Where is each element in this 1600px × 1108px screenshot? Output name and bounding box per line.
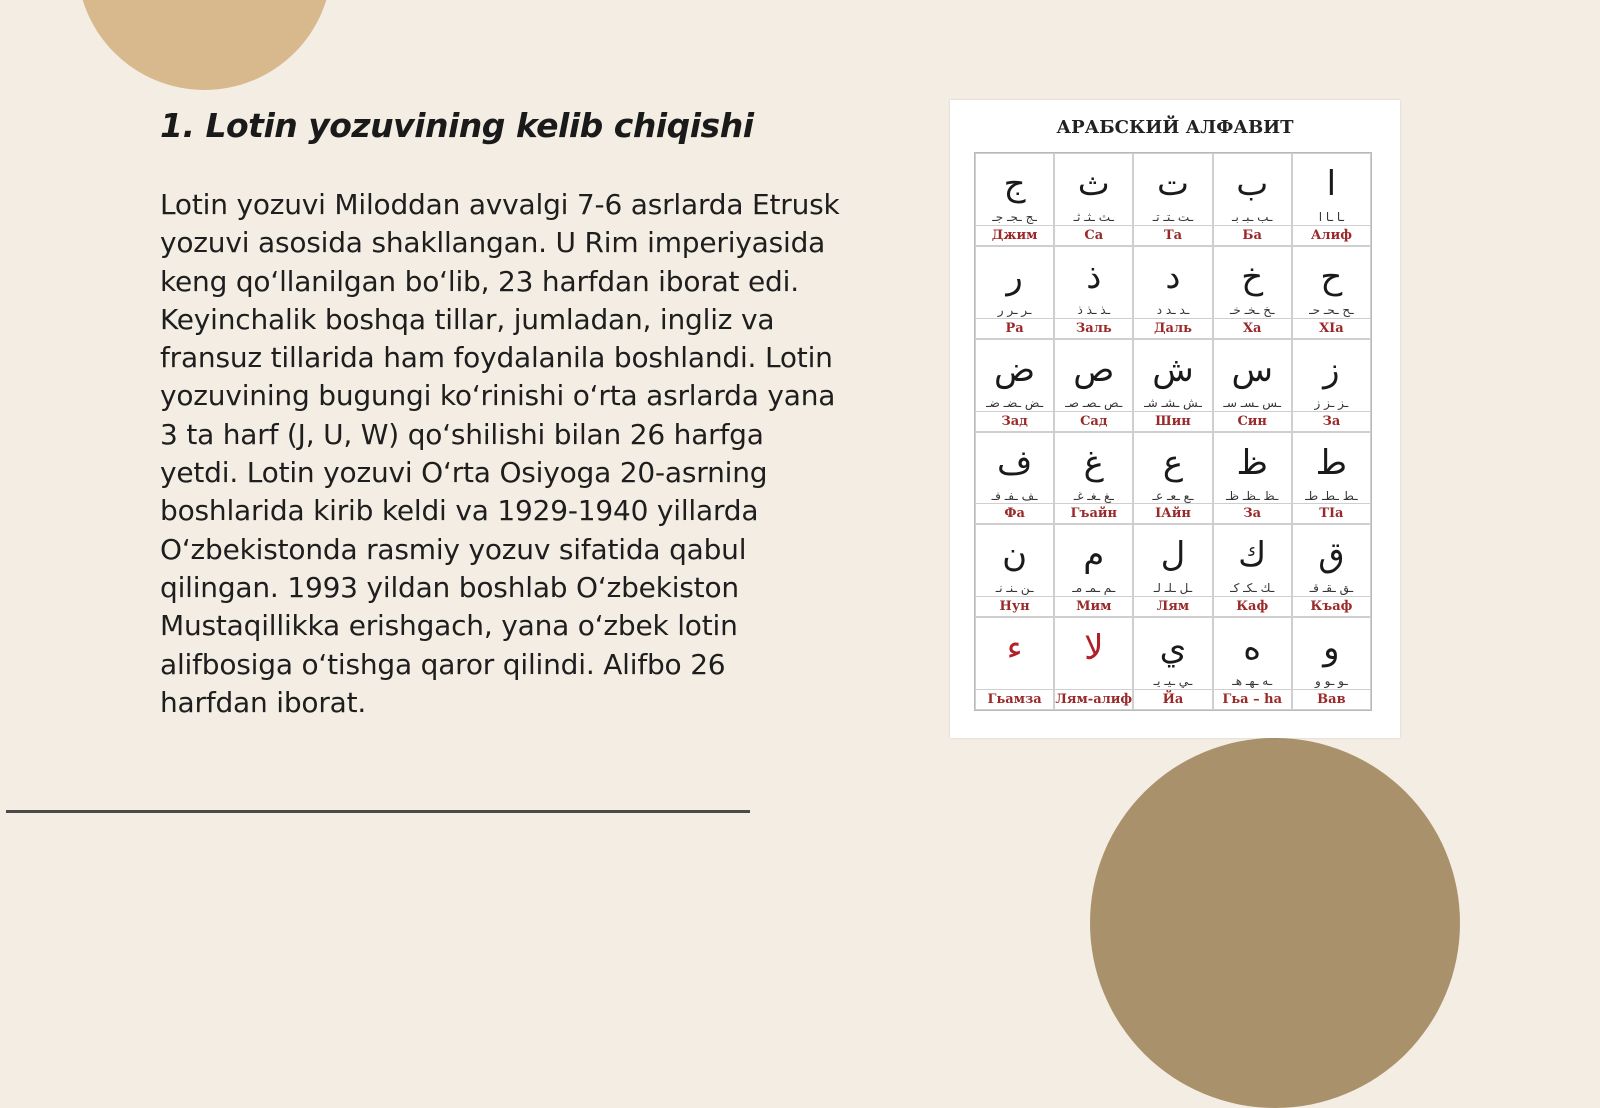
letter-glyph: ق <box>1318 535 1345 576</box>
letter-cell <box>1213 432 1292 525</box>
letter-forms: ـت ـتـ تـ <box>1152 210 1194 224</box>
letter-name: Джим <box>976 225 1053 245</box>
letter-glyph: ت <box>1156 164 1189 204</box>
letter-forms: ـذ ـذ ذ <box>1077 302 1111 317</box>
letter-glyph: ف <box>996 442 1033 483</box>
letter-forms: ـف ـفـ فـ <box>991 488 1038 503</box>
letter-name: Шин <box>1134 411 1211 431</box>
letter-name: Гьамза <box>976 689 1053 709</box>
letter-forms: ـح ـحـ حـ <box>1309 302 1354 317</box>
letter-forms: ـس ـسـ سـ <box>1223 395 1282 410</box>
slide-title: 1. Lotin yozuvining kelib chiqishi <box>160 106 754 145</box>
letter-forms: ـو ـو و <box>1314 674 1348 689</box>
letter-glyph: ن <box>1002 535 1028 576</box>
letter-glyph: ر <box>1006 256 1023 297</box>
letter-name: Даль <box>1134 318 1211 338</box>
letter-name: Фа <box>976 503 1053 523</box>
letter-glyph: ح <box>1320 256 1343 297</box>
letter-cell <box>1054 617 1133 710</box>
letter-forms: ـي ـيـ يـ <box>1153 674 1193 689</box>
slide-body-text: Lotin yozuvi Miloddan avvalgi 7-6 asrlarda Etrusk yozuvi asosida shakllangan. U Rim imperiyasida keng qo‘llanilgan bo‘lib, 23 harfdan iborat edi. Keyinchalik boshqa tillar, jumladan, ingliz va fransuz tillarida ham foydalanila boshlandi. Lotin yozuvining bugungi ko‘rinishi o‘rta asrlarda yana 3 ta harf (J, U, W) qo‘shilishi bilan 26 harfga yetdi. Lotin yozuvi O‘rta Osiyoga 20-asrning boshlarida kirib keldi va 1929-1940 yillarda O‘zbekistonda rasmiy yozuv sifatida qabul qilingan. 1993 yildan boshlab O‘zbekiston Mustaqillikka erishgach, yana o‘zbek lotin alifbosiga o‘tishga qaror qilindi. Alifbo 26 harfdan iborat. <box>160 188 840 719</box>
letter-name: Лям <box>1134 596 1211 616</box>
letter-forms: ـك ـكـ كـ <box>1230 581 1275 596</box>
letter-forms: ـه ـهـ هـ <box>1232 674 1273 689</box>
letter-name: Гъайн <box>1055 503 1132 523</box>
letter-cell <box>1054 432 1133 525</box>
letter-cell <box>975 524 1054 617</box>
letter-forms: ـط ـطـ طـ <box>1305 488 1358 503</box>
letter-name: За <box>1293 411 1370 431</box>
letter-glyph: ص <box>1073 349 1115 390</box>
letter-glyph: ط <box>1315 442 1348 483</box>
letter-forms: ـص ـصـ صـ <box>1065 395 1123 410</box>
letter-glyph: خ <box>1241 256 1264 297</box>
letter-glyph: د <box>1165 256 1181 297</box>
letter-name: Йа <box>1134 689 1211 709</box>
letter-cell <box>975 617 1054 710</box>
letter-glyph: ظ <box>1236 442 1268 483</box>
letter-name: ТIа <box>1293 503 1370 523</box>
arabic-alphabet-image <box>950 100 1400 738</box>
decorative-circle-top <box>77 0 332 90</box>
letter-forms: ـش ـشـ شـ <box>1144 395 1202 410</box>
letter-forms: ـل ـلـ لـ <box>1153 581 1193 596</box>
letter-glyph: ي <box>1159 628 1187 669</box>
letter-glyph: ض <box>994 349 1036 390</box>
letter-name: Заль <box>1055 318 1132 338</box>
letter-cell <box>1133 153 1212 246</box>
letter-cell <box>1133 246 1212 339</box>
letter-cell <box>1133 617 1212 710</box>
letter-name: Ра <box>976 318 1053 338</box>
letter-glyph: ج <box>1003 164 1026 204</box>
letter-name: Сад <box>1055 411 1132 431</box>
letter-forms: ـب ـبـ بـ <box>1231 210 1273 224</box>
letter-cell <box>1133 432 1212 525</box>
letter-forms: ـد ـد د <box>1156 302 1190 317</box>
letter-name: Мим <box>1055 596 1132 616</box>
letter-name: Гьа – hа <box>1214 689 1291 709</box>
letter-cell <box>975 339 1054 432</box>
letter-forms: ـظ ـظـ ظـ <box>1225 488 1279 503</box>
letter-forms: ـض ـضـ ضـ <box>986 395 1044 410</box>
letter-cell <box>1054 246 1133 339</box>
letter-name: IАйн <box>1134 503 1211 523</box>
letter-forms: ـن ـنـ نـ <box>995 581 1034 596</box>
letter-glyph: ع <box>1162 442 1184 483</box>
letter-name: За <box>1214 503 1291 523</box>
letter-forms: ـر ـر ر <box>997 302 1032 317</box>
letter-name: ХIа <box>1293 318 1370 338</box>
letter-forms: ـث ـثـ ثـ <box>1073 210 1114 224</box>
letter-cell <box>1133 524 1212 617</box>
letter-cell <box>1292 432 1371 525</box>
letter-cell <box>1054 524 1133 617</box>
letter-cell <box>1213 617 1292 710</box>
letter-glyph: ث <box>1077 164 1110 204</box>
letter-forms: ـج ـجـ جـ <box>992 210 1037 224</box>
letter-forms: ـق ـقـ قـ <box>1309 581 1354 596</box>
letter-name: Ха <box>1214 318 1291 338</box>
letter-glyph: لا <box>1084 628 1104 669</box>
letter-glyph: م <box>1083 535 1105 576</box>
letter-cell <box>1213 339 1292 432</box>
letter-cell <box>975 432 1054 525</box>
letter-cell <box>1292 153 1371 246</box>
letter-name: Син <box>1214 411 1291 431</box>
letter-name: Зад <box>976 411 1053 431</box>
poster-title: АРАБСКИЙ АЛФАВИТ <box>1056 117 1294 138</box>
letter-name: Къаф <box>1293 596 1370 616</box>
letter-glyph: ك <box>1238 535 1267 576</box>
letter-cell <box>1213 153 1292 246</box>
alphabet-grid <box>974 152 1372 711</box>
letter-cell <box>1054 339 1133 432</box>
letter-glyph: غ <box>1083 442 1104 483</box>
letter-cell <box>1054 153 1133 246</box>
letter-glyph: ذ <box>1086 256 1102 297</box>
letter-cell <box>975 246 1054 339</box>
letter-cell <box>1292 617 1371 710</box>
letter-forms: ـا ـا ا <box>1318 210 1345 224</box>
letter-glyph: س <box>1231 349 1273 390</box>
letter-glyph: ز <box>1323 349 1340 390</box>
letter-glyph: و <box>1323 628 1340 669</box>
letter-glyph: ل <box>1160 535 1186 576</box>
divider-line <box>6 810 750 813</box>
letter-forms: ـخ ـخـ خـ <box>1229 302 1275 317</box>
letter-cell <box>1213 524 1292 617</box>
letter-glyph: ء <box>1006 628 1023 669</box>
letter-forms: ـغ ـغـ غـ <box>1073 488 1114 503</box>
letter-cell <box>1292 246 1371 339</box>
decorative-circle-bottom <box>1090 738 1460 1108</box>
letter-name: Са <box>1055 225 1132 245</box>
letter-name: Нун <box>976 596 1053 616</box>
letter-glyph: ش <box>1152 349 1194 390</box>
letter-name: Та <box>1134 225 1211 245</box>
letter-name: Алиф <box>1293 225 1370 245</box>
letter-cell <box>975 153 1054 246</box>
letter-forms: ـع ـعـ عـ <box>1152 488 1194 503</box>
letter-glyph: ا <box>1326 164 1337 204</box>
letter-cell <box>1213 246 1292 339</box>
letter-name: Лям-алиф <box>1055 689 1132 709</box>
letter-cell <box>1292 524 1371 617</box>
letter-glyph: ه <box>1243 628 1262 669</box>
letter-name: Каф <box>1214 596 1291 616</box>
letter-name: Вав <box>1293 689 1370 709</box>
letter-name: Ба <box>1214 225 1291 245</box>
letter-cell <box>1292 339 1371 432</box>
letter-glyph: ب <box>1236 164 1269 204</box>
letter-forms: ـز ـز ز <box>1314 395 1349 410</box>
letter-cell <box>1133 339 1212 432</box>
letter-forms: ـم ـمـ مـ <box>1072 581 1116 596</box>
